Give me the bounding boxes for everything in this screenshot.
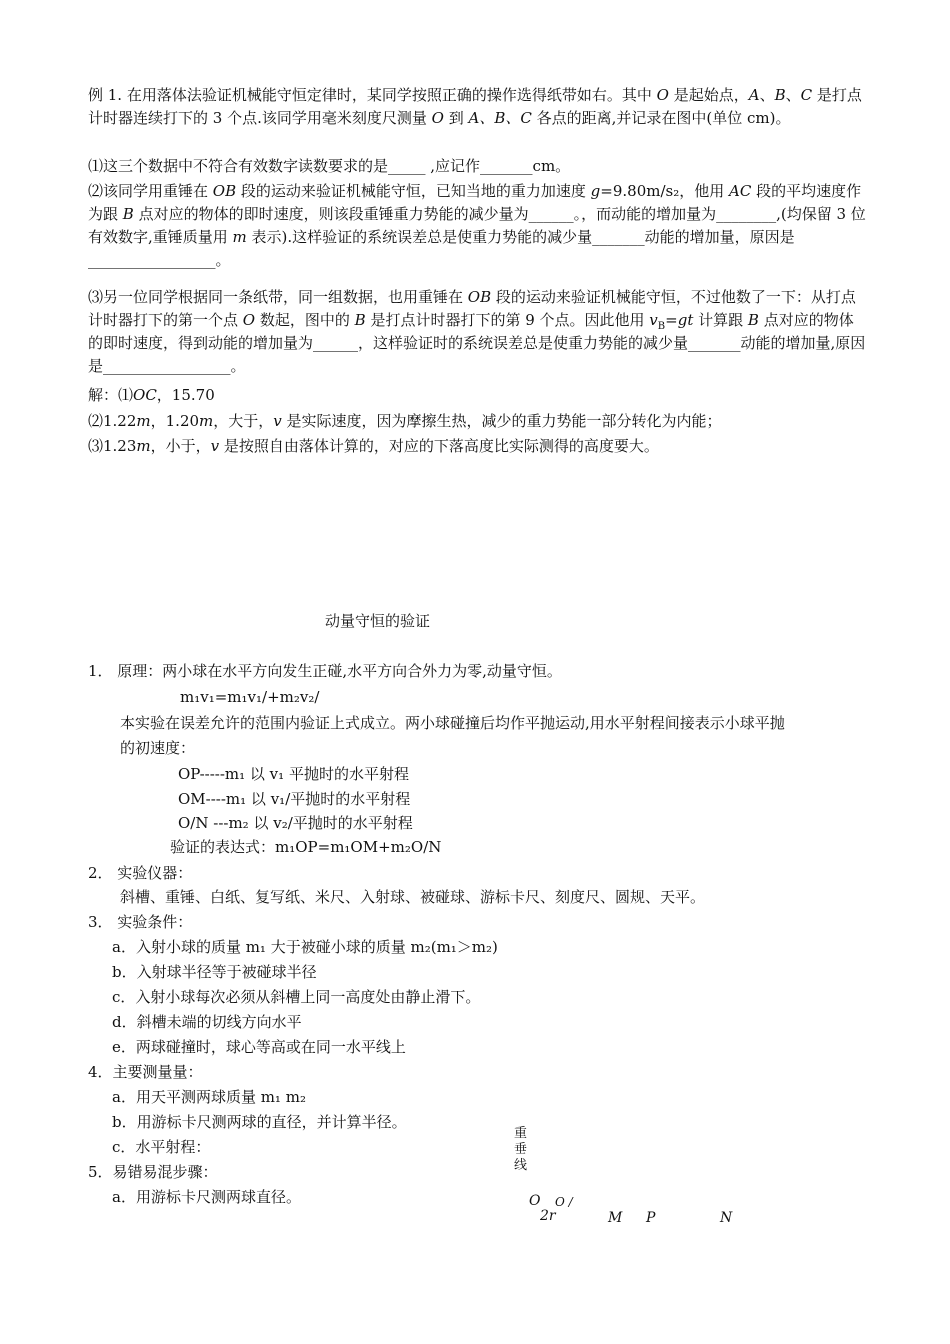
label-p: P [646, 1210, 656, 1226]
conditions-heading: 3． 实验条件： [88, 913, 193, 931]
question-2: ⑵该同学用重锤在 OB 段的运动来验证机械能守恒，已知当地的重力加速度 g=9.80m/s₂，他用 AC 段的平均速度作为跟 B 点对应的物体的即时速度，则该段重锤重力势能的减少量为______。，而动能的增加量为________,(均保留 3 位有效数字,重锤质量用 m 表示).这样验证的系统误差总是使重力势能的减少量_______动能的增加量，原因是_________________。 [88, 182, 866, 269]
label-o: O [529, 1193, 541, 1209]
plumb-line-label: 重垂线 [514, 1126, 528, 1173]
condition-e: e．两球碰撞时，球心等高或在同一水平线上 [112, 1038, 406, 1056]
condition-a: a．入射小球的质量 m₁ 大于被碰小球的质量 m₂(m₁＞m₂) [112, 938, 498, 956]
label-n: N [720, 1210, 733, 1226]
range-op: OP-----m₁ 以 v₁ 平抛时的水平射程 [178, 765, 409, 783]
verification-expression: 验证的表达式：m₁OP=m₁OM+m₂O/N [170, 838, 442, 856]
answer-2: ⑵1.22m，1.20m，大于，v 是实际速度，因为摩擦生热，减少的重力势能一部分转化为内能； [88, 412, 722, 430]
range-on: O/N ---m₂ 以 v₂/平抛时的水平射程 [178, 814, 413, 832]
answer-1: 解：⑴OC，15.70 [88, 386, 215, 404]
condition-c: c．入射小球每次必须从斜槽上同一高度处由静止滑下。 [112, 988, 481, 1006]
measurements-heading: 4．主要测量量： [88, 1063, 203, 1081]
measurement-c: c．水平射程： [112, 1138, 211, 1156]
question-1: ⑴这三个数据中不符合有效数字读数要求的是_____ ,应记作_______cm。 [88, 157, 571, 175]
principle-text-2: 的初速度： [120, 739, 196, 757]
section-title: 动量守恒的验证 [325, 612, 431, 630]
label-m: M [608, 1210, 623, 1226]
example-intro: 例 1. 在用落体法验证机械能守恒定律时，某同学按照正确的操作选得纸带如右。其中 O 是起始点，A、B、C 是打点计时器连续打下的 3 个点.该同学用毫米刻度尺测量 O 到 A、B、C 各点的距离,并记录在图中(单位 cm)。 [88, 86, 862, 127]
pitfall-a: a．用游标卡尺测两球直径。 [112, 1188, 301, 1206]
label-2r: 2r [540, 1208, 556, 1224]
principle-heading: 1． 原理：两小球在水平方向发生正碰,水平方向合外力为零,动量守恒。 [88, 662, 562, 680]
instruments-list: 斜槽、重锤、白纸、复写纸、米尺、入射球、被碰球、游标卡尺、刻度尺、圆规、天平。 [120, 888, 706, 906]
principle-text-1: 本实验在误差允许的范围内验证上式成立。两小球碰撞后均作平抛运动,用水平射程间接表示小球平抛 [120, 714, 785, 732]
instruments-heading: 2． 实验仪器： [88, 864, 193, 882]
measurement-a: a．用天平测两球质量 m₁ m₂ [112, 1088, 306, 1106]
condition-b: b．入射球半径等于被碰球半径 [112, 963, 317, 981]
answer-3: ⑶1.23m，小于，v 是按照自由落体计算的，对应的下落高度比实际测得的高度要大。 [88, 437, 659, 455]
pitfalls-heading: 5．易错易混步骤： [88, 1163, 218, 1181]
label-o-prime: O / [555, 1195, 573, 1209]
range-om: OM----m₁ 以 v₁/平抛时的水平射程 [178, 790, 411, 808]
measurement-b: b．用游标卡尺测两球的直径，并计算半径。 [112, 1113, 407, 1131]
condition-d: d．斜槽未端的切线方向水平 [112, 1013, 302, 1031]
question-3: ⑶另一位同学根据同一条纸带，同一组数据，也用重锤在 OB 段的运动来验证机械能守恒，不过他数了一下：从打点计时器打下的第一个点 O 数起，图中的 B 是打点计时器打下的第 9 个点。因此他用 $v_B=gt$ 计算跟 B 点对应的物体的即时速度，得到动能的增加量为______，这样验证时的系统误差总是使重力势能的减少量_______动能的增加量,原因是_________________。 [88, 288, 866, 375]
momentum-formula: m₁v₁=m₁v₁/+m₂v₂/ [180, 688, 320, 706]
